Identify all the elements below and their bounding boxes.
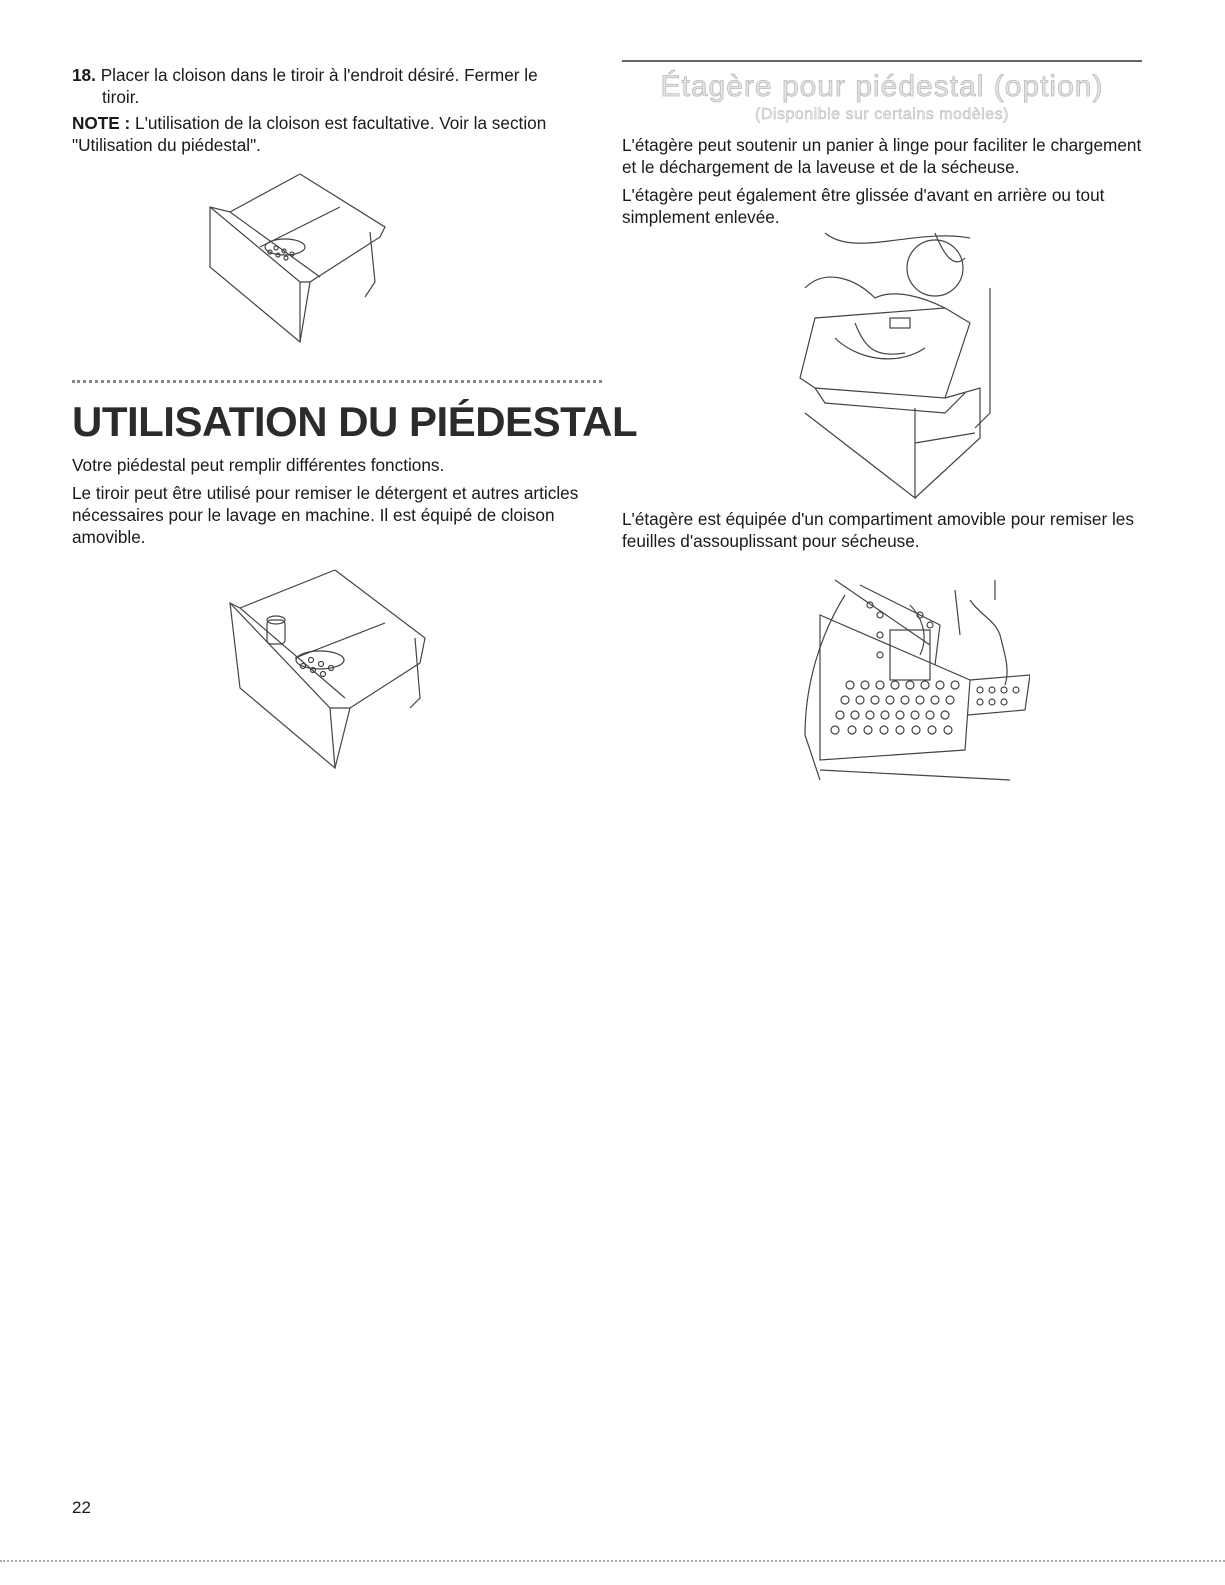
shelf-compartment-illustration [800,575,1030,790]
section-body [72,454,602,548]
drawer-storage-illustration [225,568,435,778]
note [72,112,602,156]
section-divider [72,380,602,383]
step-text: Placer la cloison dans le tiroir à l'endroit désiré. Fermer le [100,65,538,85]
subsection-title: Étagère pour piédestal (option) [660,70,1104,103]
note-text: L'utilisation de la cloison est facultative. Voir la section "Utilisation du piédestal". [72,113,547,155]
section-paragraph-1: Votre piédestal peut remplir différentes fonctions. [72,455,445,475]
step-number: 18. [72,65,96,85]
shelf-basket-illustration [795,228,1005,508]
shelf-paragraph-3: L'étagère est équipée d'un compartiment amovible pour remiser les feuilles d'assouplissant pour sécheuse. [622,509,1134,551]
step-text-continued: tiroir. [102,87,140,107]
note-label: NOTE : [72,113,131,133]
page-number: 22 [72,1498,91,1517]
step-18 [72,64,602,108]
right-column [622,60,1142,228]
drawer-divider-illustration [200,172,400,347]
subsection-availability: (Disponible sur certains modèles) [755,106,1009,123]
shelf-paragraph-2: L'étagère peut également être glissée d'avant en arrière ou tout simplement enlevée. [622,185,1105,227]
bottom-rule [0,1560,1225,1562]
shelf-paragraph-1: L'étagère peut soutenir un panier à linge pour faciliter le chargement et le déchargement de la laveuse et de la sécheuse. [622,135,1142,177]
subsection-rule [622,60,1142,62]
section-paragraph-2: Le tiroir peut être utilisé pour remiser le détergent et autres articles nécessaires pour le lavage en machine. Il est équipé de cloison amovible. [72,483,579,547]
section-title: UTILISATION DU PIÉDESTAL [72,398,638,445]
left-column [72,64,602,156]
